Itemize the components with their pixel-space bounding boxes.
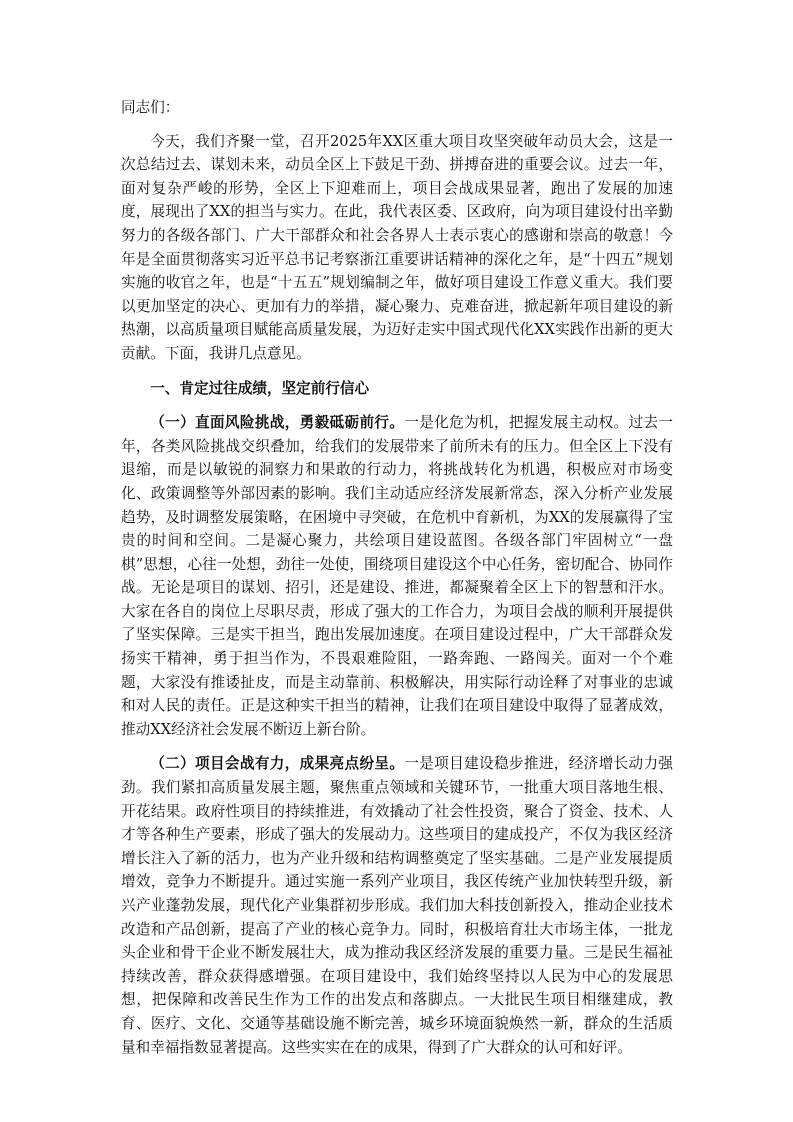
intro-paragraph: 今天，我们齐聚一堂，召开2025年XX区重大项目攻坚突破年动员大会，这是一次总结过去、谋划未来，动员全区上下鼓足干劲、拼搏奋进的重要会议。过去一年，面对复杂严峻的形势，全区上下迎难而上，项目会战成果显著，跑出了发展的加速度，展现出了XX的担当与实力。在此，我代表区委、区政府，向为项目建设付出辛勤努力的各级各部门、广大干部群众和社会各界人士表示衷心的感谢和崇高的敬意！今年是全面贯彻落实习近平总书记考察浙江重要讲话精神的深化之年，是“十四五”规划实施的收官之年，也是“十五五”规划编制之年，做好项目建设工作意义重大。我们要以更加坚定的决心、更加有力的举措，凝心聚力、克难奋进，掀起新年项目建设的新热潮，以高质量项目赋能高质量发展，为迈好走实中国式现代化XX实践作出新的更大贡献。下面，我讲几点意见。 (121, 132, 673, 362)
subsection-paragraph-1 (121, 411, 673, 741)
section-heading-1: 一、肯定过往成绩，坚定前行信心 (150, 379, 370, 397)
subsection-paragraph-2 (121, 752, 673, 1059)
document-page (121, 96, 673, 1070)
subsection-lead-1: （一）直面风险挑战，勇毅砥砺前行。 (150, 414, 405, 432)
salutation: 同志们： (121, 99, 180, 116)
subsection-lead-2: （二）项目会战有力，成果亮点纷呈。 (150, 755, 405, 773)
subsection-body-2: 一是项目建设稳步推进，经济增长动力强劲。我们紧扣高质量发展主题，聚焦重点领域和关键环节，一批重大项目落地生根、开花结果。政府性项目的持续推进，有效撬动了社会性投资，聚合了资金、技术、人才等各种生产要素，形成了强大的发展动力。这些项目的建成投产，不仅为我区经济增长注入了新的活力，也为产业升级和结构调整奠定了坚实基础。二是产业发展提质增效，竞争力不断提升。通过实施一系列产业项目，我区传统产业加快转型升级，新兴产业蓬勃发展，现代化产业集群初步形成。我们加大科技创新投入，推动企业技术改造和产品创新，提高了产业的核心竞争力。同时，积极培育壮大市场主体，一批龙头企业和骨干企业不断发展壮大，成为推动我区经济发展的重要力量。三是民生福祉持续改善，群众获得感增强。在项目建设中，我们始终坚持以人民为中心的发展思想，把保障和改善民生作为工作的出发点和落脚点。一大批民生项目相继建成，教育、医疗、文化、交通等基础设施不断完善，城乡环境面貌焕然一新，群众的生活质量和幸福指数显著提高。这些实实在在的成果，得到了广大群众的认可和好评。 (121, 755, 673, 1056)
subsection-body-1: 一是化危为机，把握发展主动权。过去一年，各类风险挑战交织叠加，给我们的发展带来了前所未有的压力。但全区上下没有退缩，而是以敏锐的洞察力和果敢的行动力，将挑战转化为机遇，积极应对市场变化、政策调整等外部因素的影响。我们主动适应经济发展新常态，深入分析产业发展趋势，及时调整发展策略，在困境中寻突破，在危机中育新机，为XX的发展赢得了宝贵的时间和空间。二是凝心聚力，共绘项目建设蓝图。各级各部门牢固树立“一盘棋”思想，心往一处想，劲往一处使，围绕项目建设这个中心任务，密切配合、协同作战。无论是项目的谋划、招引，还是建设、推进，都凝聚着全区上下的智慧和汗水。大家在各自的岗位上尽职尽责，形成了强大的工作合力，为项目会战的顺利开展提供了坚实保障。三是实干担当，跑出发展加速度。在项目建设过程中，广大干部群众发扬实干精神，勇于担当作为，不畏艰难险阻，一路奔跑、一路闯关。面对一个个难题，大家没有推诿扯皮，而是主动靠前、积极解决，用实际行动诠释了对事业的忠诚和对人民的责任。正是这种实干担当的精神，让我们在项目建设中取得了显著成效，推动XX经济社会发展不断迈上新台阶。 (121, 414, 673, 738)
